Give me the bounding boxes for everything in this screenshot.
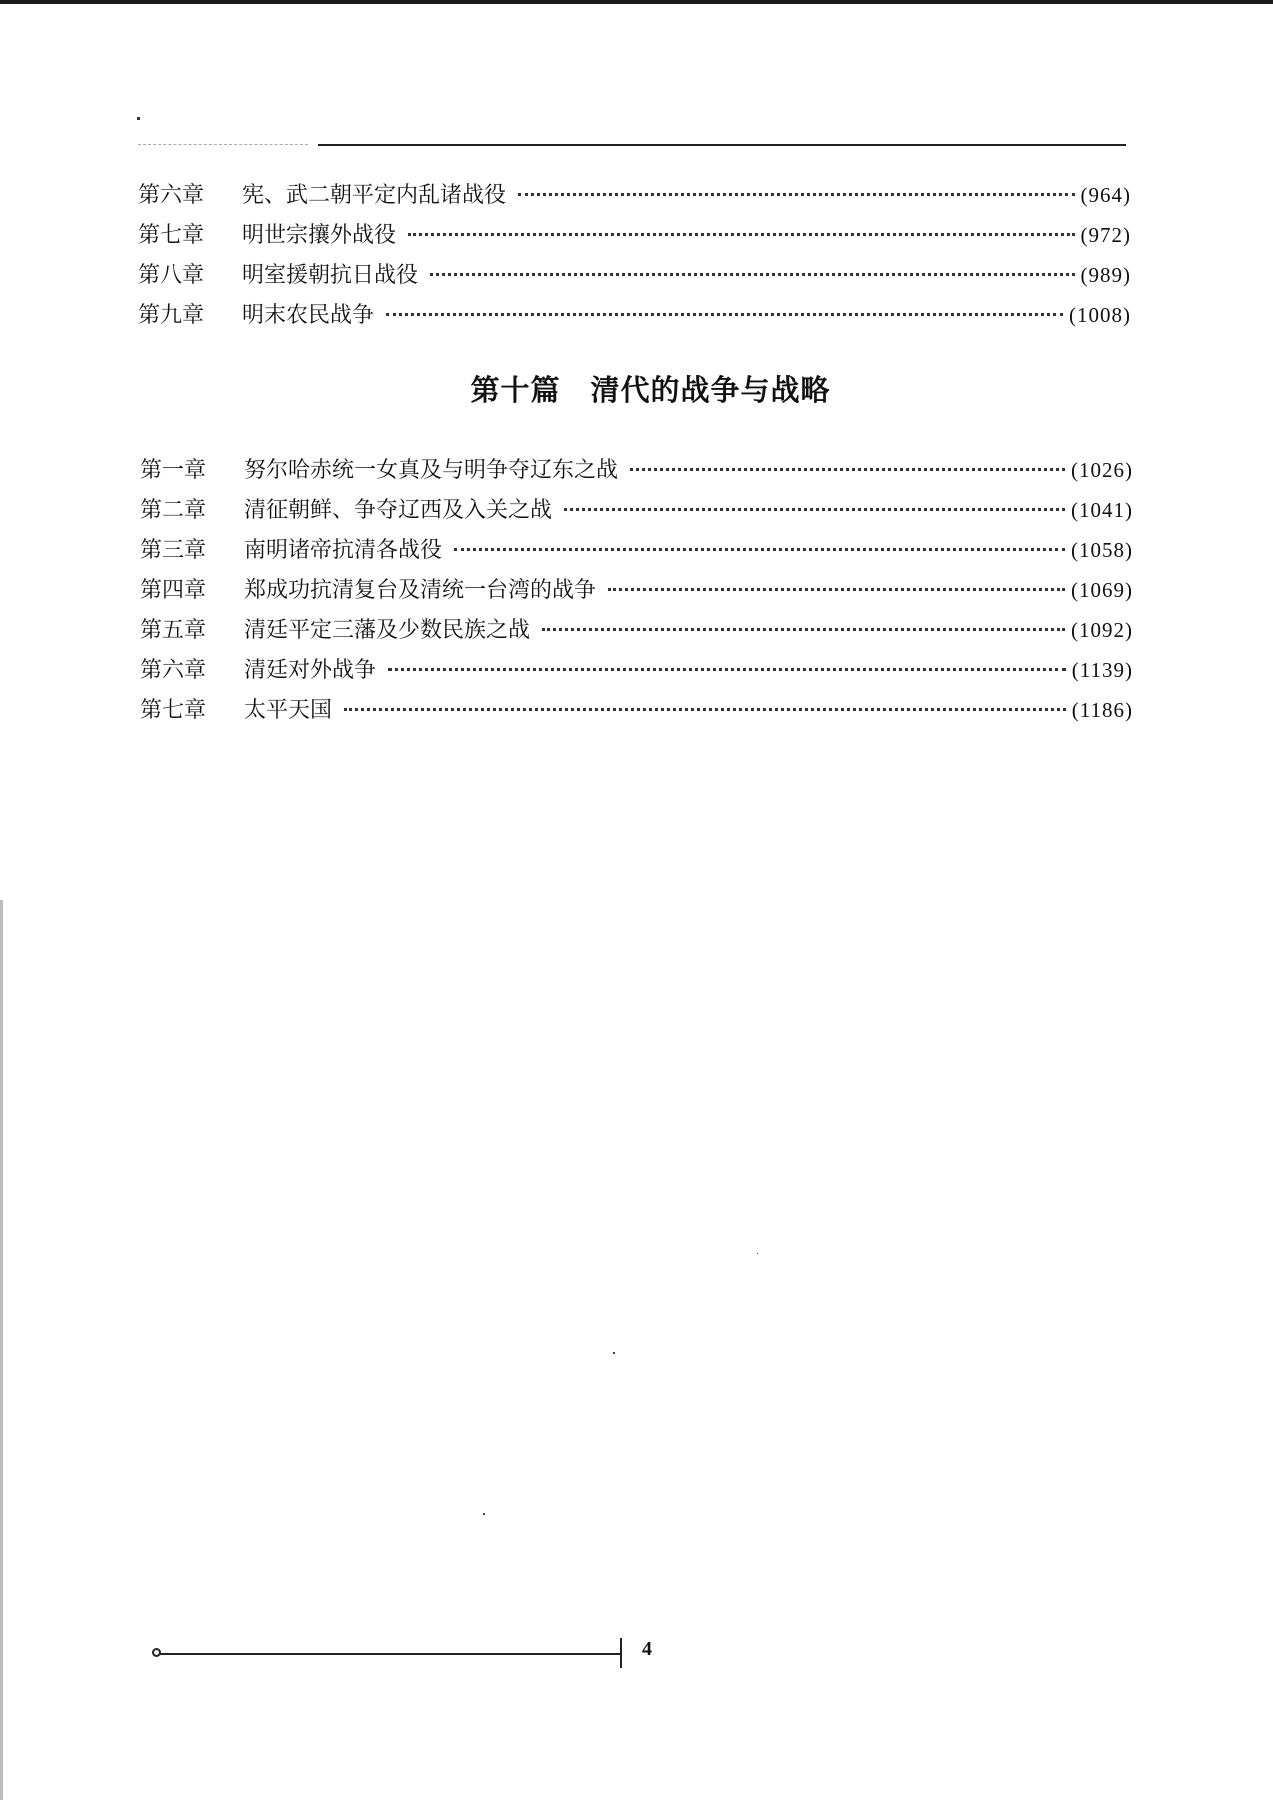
chapter-number: 第四章 — [140, 578, 207, 603]
dot-leader — [630, 468, 1065, 471]
page-number: (1026) — [1071, 458, 1133, 482]
page-number: (964) — [1080, 183, 1131, 207]
scan-edge — [0, 900, 3, 1800]
chapter-title: 明末农民战争 — [242, 303, 375, 328]
scan-speck — [483, 1513, 485, 1515]
dot-leader — [518, 193, 1074, 196]
toc-entry — [140, 450, 1133, 490]
chapter-number: 第六章 — [138, 183, 205, 208]
dot-leader — [388, 668, 1066, 671]
footer-page-number: 4 — [642, 1638, 652, 1660]
chapter-title: 明室援朝抗日战役 — [242, 263, 419, 288]
page-number: (1041) — [1071, 498, 1133, 522]
chapter-title: 努尔哈赤统一女真及与明争夺辽东之战 — [244, 458, 619, 483]
toc-entry — [138, 295, 1131, 335]
page-number: (1058) — [1071, 538, 1133, 562]
chapter-number: 第五章 — [140, 618, 207, 643]
header-mark — [137, 117, 140, 120]
scan-speck — [757, 1253, 758, 1254]
toc-entry — [140, 490, 1133, 530]
dot-leader — [430, 273, 1074, 276]
page-number: (1139) — [1071, 658, 1133, 682]
dot-leader — [454, 548, 1065, 551]
chapter-number: 第八章 — [138, 263, 205, 288]
page-number: (1069) — [1071, 578, 1133, 602]
chapter-title: 清征朝鲜、争夺辽西及入关之战 — [244, 498, 553, 523]
toc-entry — [138, 255, 1131, 295]
toc-section-list — [140, 450, 1133, 730]
footer-rule-end-tick — [620, 1638, 622, 1668]
chapter-title: 郑成功抗清复台及清统一台湾的战争 — [244, 578, 597, 603]
page-number: (989) — [1080, 263, 1131, 287]
toc-entry — [140, 610, 1133, 650]
dot-leader — [542, 628, 1065, 631]
chapter-number: 第七章 — [138, 223, 205, 248]
page-number: (1186) — [1071, 698, 1133, 722]
dot-leader — [408, 233, 1074, 236]
page-number: (1008) — [1069, 303, 1131, 327]
chapter-number: 第二章 — [140, 498, 207, 523]
toc-entry — [140, 690, 1133, 730]
chapter-number: 第一章 — [140, 458, 207, 483]
chapter-number: 第七章 — [140, 698, 207, 723]
dot-leader — [386, 313, 1063, 316]
dot-leader — [344, 708, 1066, 711]
toc-entry — [140, 650, 1133, 690]
page-number: (1092) — [1071, 618, 1133, 642]
section-title: 第十篇 清代的战争与战略 — [470, 373, 831, 407]
toc-entry — [138, 175, 1131, 215]
header-rule-faint — [138, 144, 308, 145]
chapter-number: 第九章 — [138, 303, 205, 328]
chapter-title: 南明诸帝抗清各战役 — [244, 538, 443, 563]
toc-entry — [140, 570, 1133, 610]
dot-leader — [564, 508, 1065, 511]
top-border — [0, 0, 1273, 4]
chapter-title: 太平天国 — [244, 698, 333, 723]
footer-rule — [160, 1653, 620, 1655]
toc-entry — [140, 530, 1133, 570]
chapter-title: 清廷对外战争 — [244, 658, 377, 683]
header-rule — [318, 144, 1126, 146]
toc-entry — [138, 215, 1131, 255]
scan-speck — [613, 1352, 615, 1354]
toc-upper-list — [138, 175, 1131, 335]
dot-leader — [608, 588, 1065, 591]
chapter-title: 清廷平定三藩及少数民族之战 — [244, 618, 531, 643]
page-number: (972) — [1080, 223, 1131, 247]
chapter-title: 明世宗攘外战役 — [242, 223, 397, 248]
chapter-number: 第六章 — [140, 658, 207, 683]
chapter-title: 宪、武二朝平定内乱诸战役 — [242, 183, 507, 208]
chapter-number: 第三章 — [140, 538, 207, 563]
